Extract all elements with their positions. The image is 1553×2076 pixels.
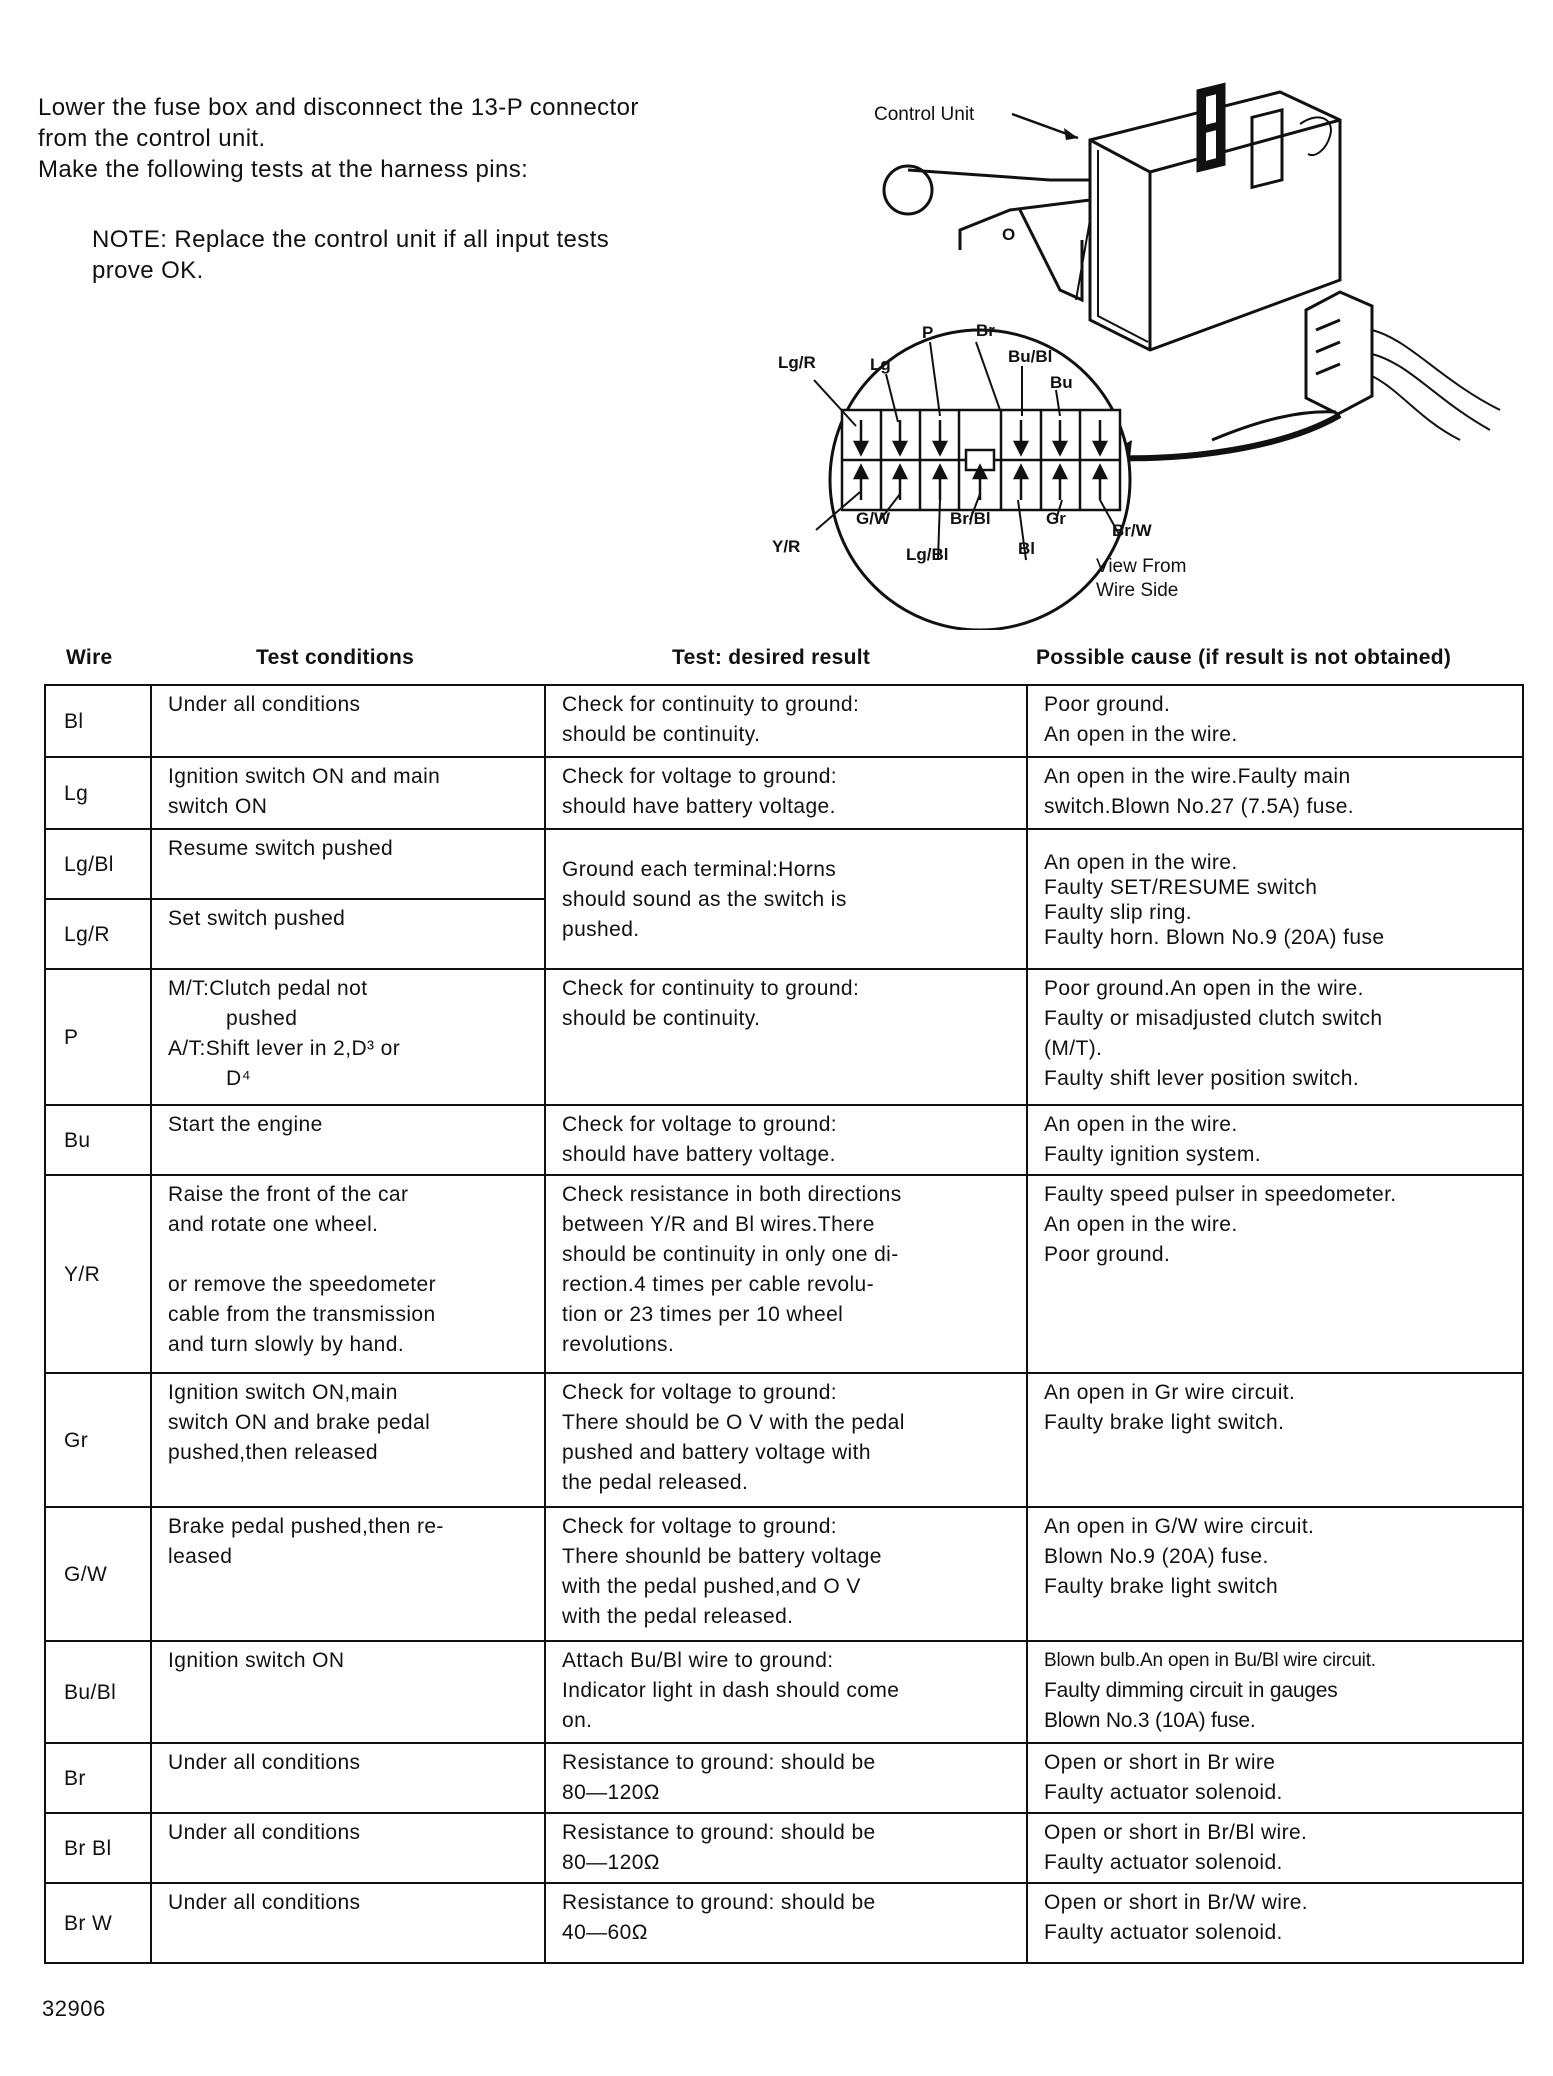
- cell-line: Check resistance in both directions: [562, 1183, 902, 1206]
- cell-line: pushed,then released: [168, 1441, 378, 1464]
- cell-line: Attach Bu/Bl wire to ground:: [562, 1649, 834, 1672]
- conditions-cell: [151, 1743, 545, 1813]
- cell-line: Ignition switch ON and main: [168, 765, 441, 788]
- table-row: [45, 685, 1523, 757]
- pin-label: Bu: [1050, 373, 1073, 392]
- cell-line: Faulty slip ring.: [1044, 901, 1193, 924]
- wire-cell: Lg: [45, 757, 151, 829]
- cause-cell: [1027, 1883, 1523, 1963]
- cell-line: Check for voltage to ground:: [562, 1515, 838, 1538]
- cause-cell: [1027, 757, 1523, 829]
- result-cell: [545, 1641, 1027, 1743]
- note-text: [92, 224, 732, 286]
- cell-line: pushed.: [562, 918, 640, 941]
- header-result: Test: desired result: [672, 646, 871, 669]
- cell-line: Resistance to ground: should be: [562, 1891, 876, 1914]
- conditions-cell: [151, 1883, 545, 1963]
- cell-line: D⁴: [226, 1067, 251, 1090]
- cell-line: Check for voltage to ground:: [562, 1113, 838, 1136]
- table-row: [45, 829, 1523, 899]
- conditions-cell: [151, 1813, 545, 1883]
- table-row: [45, 1813, 1523, 1883]
- cell-line: Check for continuity to ground:: [562, 693, 860, 716]
- cell-line: Resistance to ground: should be: [562, 1751, 876, 1774]
- cell-line: pushed and battery voltage with: [562, 1441, 871, 1464]
- cell-line: Blown bulb.An open in Bu/Bl wire circuit.: [1044, 1650, 1376, 1671]
- cell-line: Open or short in Br wire: [1044, 1751, 1276, 1774]
- intro-line: Lower the fuse box and disconnect the 13-P connector: [38, 94, 639, 121]
- result-cell: [545, 829, 1027, 969]
- cell-line: Brake pedal pushed,then re-: [168, 1515, 444, 1538]
- intro-line: from the control unit.: [38, 125, 266, 152]
- conditions-cell: [151, 899, 545, 969]
- cell-line: An open in the wire.: [1044, 1213, 1238, 1236]
- cell-line: should be continuity.: [562, 1007, 761, 1030]
- cell-line: An open in the wire.: [1044, 851, 1238, 874]
- cell-line: Faulty or misadjusted clutch switch: [1044, 1007, 1383, 1030]
- header-wire: Wire: [66, 646, 113, 669]
- table-row: [45, 1743, 1523, 1813]
- cell-line: Indicator light in dash should come: [562, 1679, 900, 1702]
- result-cell: [545, 1743, 1027, 1813]
- result-cell: [545, 1507, 1027, 1641]
- cell-line: Check for voltage to ground:: [562, 765, 838, 788]
- cell-line: rection.4 times per cable revolu-: [562, 1273, 874, 1296]
- cell-line: Check for voltage to ground:: [562, 1381, 838, 1404]
- cell-line: Poor ground.An open in the wire.: [1044, 977, 1364, 1000]
- table-row: [45, 1641, 1523, 1743]
- cause-cell: [1027, 1743, 1523, 1813]
- cause-cell: [1027, 685, 1523, 757]
- cell-line: Ignition switch ON,main: [168, 1381, 398, 1404]
- cell-line: There shounld be battery voltage: [562, 1545, 882, 1568]
- table-row: [45, 1105, 1523, 1175]
- cell-line: Faulty speed pulser in speedometer.: [1044, 1183, 1397, 1206]
- table-row: [45, 1373, 1523, 1507]
- conditions-cell: [151, 1641, 545, 1743]
- wire-cell: Br W: [45, 1883, 151, 1963]
- table-row: [45, 1507, 1523, 1641]
- result-cell: [545, 1813, 1027, 1883]
- cell-line: 80—120Ω: [562, 1781, 660, 1804]
- pin-label: Lg: [870, 355, 891, 374]
- result-cell: [545, 969, 1027, 1105]
- cell-line: Raise the front of the car: [168, 1183, 409, 1206]
- wire-cell: Bu/Bl: [45, 1641, 151, 1743]
- result-cell: [545, 1373, 1027, 1507]
- wire-cell: Lg/Bl: [45, 829, 151, 899]
- cell-line: Faulty brake light switch.: [1044, 1411, 1285, 1434]
- cell-line: Under all conditions: [168, 1751, 361, 1774]
- cell-line: Open or short in Br/W wire.: [1044, 1891, 1309, 1914]
- cell-line: Check for continuity to ground:: [562, 977, 860, 1000]
- cell-line: should have battery voltage.: [562, 1143, 836, 1166]
- pin-label: Bu/Bl: [1008, 347, 1053, 366]
- cell-line: or remove the speedometer: [168, 1273, 436, 1296]
- control-unit-label: Control Unit: [874, 104, 975, 125]
- cell-line: Faulty actuator solenoid.: [1044, 1921, 1283, 1944]
- cell-line: and turn slowly by hand.: [168, 1333, 405, 1356]
- pin-label: Lg/R: [778, 353, 816, 372]
- note-line: NOTE: Replace the control unit if all input tests: [92, 226, 610, 253]
- table-row: [45, 1175, 1523, 1373]
- cell-line: Under all conditions: [168, 1821, 361, 1844]
- note-line: prove OK.: [92, 257, 204, 284]
- cell-line: Start the engine: [168, 1113, 323, 1136]
- cell-line: M/T:Clutch pedal not: [168, 977, 368, 1000]
- pin-label: Bl: [1018, 539, 1035, 558]
- wire-cell: Bu: [45, 1105, 151, 1175]
- cell-line: An open in the wire.: [1044, 723, 1238, 746]
- cell-line: Faulty dimming circuit in gauges: [1044, 1679, 1338, 1702]
- intro-text: [38, 92, 738, 185]
- view-label: View From: [1096, 556, 1187, 577]
- cause-cell: [1027, 829, 1523, 969]
- cell-line: between Y/R and Bl wires.There: [562, 1213, 875, 1236]
- header-cause: Possible cause (if result is not obtained): [1036, 646, 1452, 669]
- cell-line: should sound as the switch is: [562, 888, 847, 911]
- cell-line: Blown No.3 (10A) fuse.: [1044, 1709, 1256, 1732]
- table-row: [45, 1883, 1523, 1963]
- cell-spacer: [168, 1240, 532, 1270]
- cell-line: tion or 23 times per 10 wheel: [562, 1303, 844, 1326]
- cell-line: should be continuity in only one di-: [562, 1243, 899, 1266]
- cause-cell: [1027, 1175, 1523, 1373]
- wire-cell: G/W: [45, 1507, 151, 1641]
- result-cell: [545, 757, 1027, 829]
- cell-line: Faulty SET/RESUME switch: [1044, 876, 1318, 899]
- conditions-cell: [151, 1175, 545, 1373]
- pin-label: Gr: [1046, 509, 1066, 528]
- cell-line: Blown No.9 (20A) fuse.: [1044, 1545, 1269, 1568]
- cause-cell: [1027, 1813, 1523, 1883]
- intro-line: Make the following tests at the harness pins:: [38, 156, 529, 183]
- cell-line: Faulty shift lever position switch.: [1044, 1067, 1360, 1090]
- cell-line: Resume switch pushed: [168, 837, 394, 860]
- table-header: [44, 646, 1524, 682]
- wire-cell: Gr: [45, 1373, 151, 1507]
- result-cell: [545, 1883, 1027, 1963]
- cell-line: An open in the wire.Faulty main: [1044, 765, 1351, 788]
- cell-line: Ground each terminal:Horns: [562, 858, 837, 881]
- conditions-cell: [151, 1105, 545, 1175]
- cell-line: Faulty horn. Blown No.9 (20A) fuse: [1044, 926, 1385, 949]
- cause-cell: [1027, 969, 1523, 1105]
- connector-diagram: [760, 80, 1540, 630]
- cause-cell: [1027, 1507, 1523, 1641]
- cell-line: Faulty ignition system.: [1044, 1143, 1261, 1166]
- conditions-cell: [151, 757, 545, 829]
- cell-line: with the pedal pushed,and O V: [562, 1575, 861, 1598]
- pin-label: P: [922, 323, 934, 342]
- cell-line: Faulty actuator solenoid.: [1044, 1851, 1283, 1874]
- cell-line: A/T:Shift lever in 2,D³ or: [168, 1037, 401, 1060]
- connector-diagram-svg: [760, 80, 1540, 630]
- conditions-cell: [151, 1507, 545, 1641]
- wire-cell: Y/R: [45, 1175, 151, 1373]
- pin-label: Br/Bl: [950, 509, 991, 528]
- cell-line: Poor ground.: [1044, 693, 1171, 716]
- wire-cell: Lg/R: [45, 899, 151, 969]
- pin-label: G/W: [856, 509, 890, 528]
- cell-line: Under all conditions: [168, 1891, 361, 1914]
- cell-line: 80—120Ω: [562, 1851, 660, 1874]
- cell-line: Set switch pushed: [168, 907, 346, 930]
- cell-line: Under all conditions: [168, 693, 361, 716]
- cause-cell: [1027, 1641, 1523, 1743]
- cell-line: There should be O V with the pedal: [562, 1411, 905, 1434]
- conditions-cell: [151, 829, 545, 899]
- view-label: Wire Side: [1096, 580, 1179, 601]
- conditions-cell: [151, 969, 545, 1105]
- wire-cell: Bl: [45, 685, 151, 757]
- cell-line: pushed: [226, 1007, 298, 1030]
- cell-line: An open in G/W wire circuit.: [1044, 1515, 1315, 1538]
- table-row: [45, 969, 1523, 1105]
- cell-line: should be continuity.: [562, 723, 761, 746]
- pin-label: Y/R: [772, 537, 801, 556]
- cell-line: Faulty brake light switch: [1044, 1575, 1279, 1598]
- harness-plug-drawing: [1212, 292, 1500, 440]
- cell-line: switch ON and brake pedal: [168, 1411, 431, 1434]
- cell-line: the pedal released.: [562, 1471, 749, 1494]
- pin-label: Br/W: [1112, 521, 1152, 540]
- cell-line: leased: [168, 1545, 233, 1568]
- conditions-cell: [151, 1373, 545, 1507]
- wire-cell: P: [45, 969, 151, 1105]
- cell-line: and rotate one wheel.: [168, 1213, 379, 1236]
- cell-line: 40—60Ω: [562, 1921, 648, 1944]
- pin-label: Lg/Bl: [906, 545, 949, 564]
- cell-line: (M/T).: [1044, 1037, 1103, 1060]
- cell-line: Ignition switch ON: [168, 1649, 345, 1672]
- cell-line: should have battery voltage.: [562, 795, 836, 818]
- pin-label: Br: [976, 321, 995, 340]
- wire-cell: Br Bl: [45, 1813, 151, 1883]
- cell-line: with the pedal released.: [562, 1605, 794, 1628]
- figure-number: 32906: [42, 1996, 106, 2021]
- cell-line: cable from the transmission: [168, 1303, 436, 1326]
- cell-line: revolutions.: [562, 1333, 675, 1356]
- cell-line: on.: [562, 1709, 593, 1732]
- cell-line: Poor ground.: [1044, 1243, 1171, 1266]
- cell-line: switch ON: [168, 795, 268, 818]
- result-cell: [545, 685, 1027, 757]
- cell-line: An open in the wire.: [1044, 1113, 1238, 1136]
- cell-line: Resistance to ground: should be: [562, 1821, 876, 1844]
- cell-line: switch.Blown No.27 (7.5A) fuse.: [1044, 795, 1355, 818]
- cause-cell: [1027, 1373, 1523, 1507]
- result-cell: [545, 1105, 1027, 1175]
- cell-line: Faulty actuator solenoid.: [1044, 1781, 1283, 1804]
- cause-cell: [1027, 1105, 1523, 1175]
- test-table: [44, 684, 1524, 1964]
- result-cell: [545, 1175, 1027, 1373]
- conditions-cell: [151, 685, 545, 757]
- cell-line: Open or short in Br/Bl wire.: [1044, 1821, 1308, 1844]
- wire-cell: Br: [45, 1743, 151, 1813]
- header-conditions: Test conditions: [256, 646, 415, 669]
- svg-text:O: O: [1002, 225, 1016, 244]
- cell-line: An open in Gr wire circuit.: [1044, 1381, 1296, 1404]
- table-row: [45, 757, 1523, 829]
